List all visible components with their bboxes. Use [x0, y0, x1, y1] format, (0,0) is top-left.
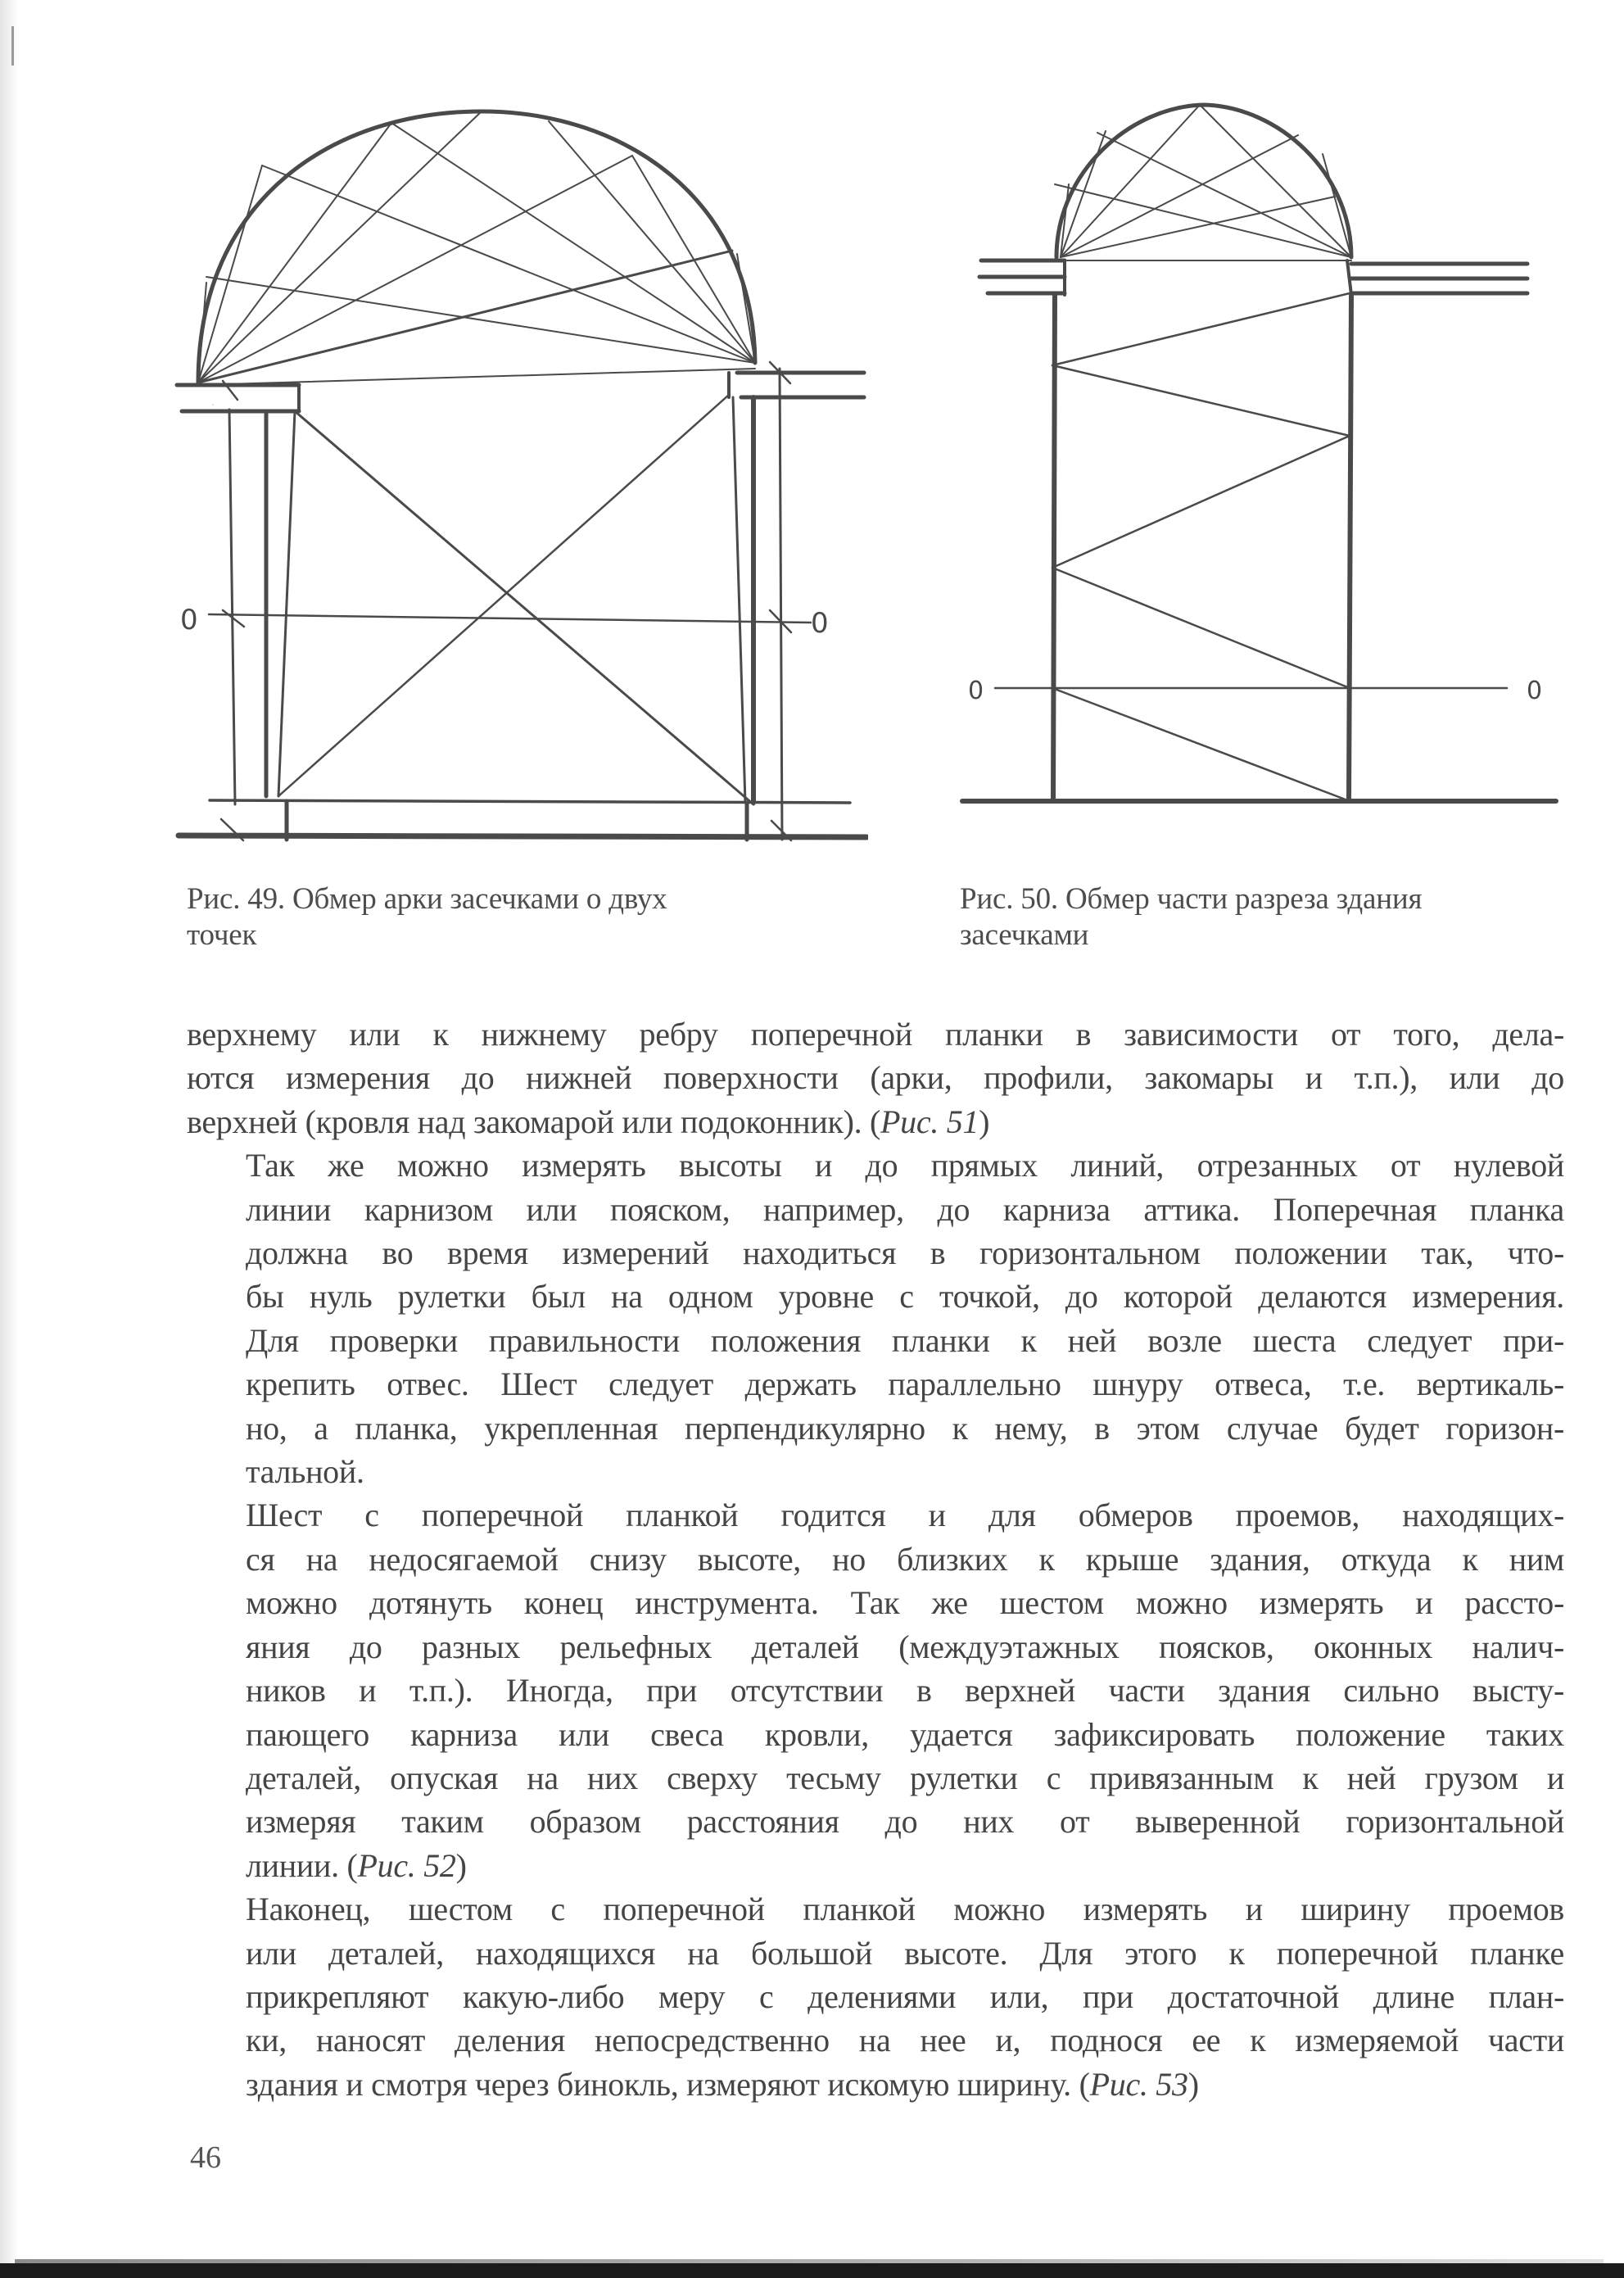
- paragraph-2: [187, 1144, 1564, 1493]
- text-line: ников и т.п.). Иногда, при отсутствии в верхней части здания сильно высту-: [246, 1672, 1564, 1710]
- arch-triangulation-diagram: [164, 98, 868, 852]
- text-line: прикрепляют какую-либо меру с делениями или, при достаточной длине план-: [246, 1977, 1564, 2015]
- text-fragment: верхней (кровля над закомарой или подоконник). (: [187, 1103, 881, 1140]
- text-line: Шест с поперечной планкой годится и для обмеров проемов, находящих-: [246, 1497, 1564, 1534]
- text-fragment: ): [979, 1103, 990, 1140]
- figure-reference-52[interactable]: Рис. 52: [357, 1846, 456, 1884]
- zero-label-right: 0: [811, 607, 829, 640]
- caption-line: точек: [187, 918, 257, 952]
- figure-49-caption: [187, 881, 866, 953]
- text-line: [187, 2063, 1564, 2106]
- text-line: тальной.: [246, 1453, 364, 1491]
- text-line: линии карнизом или пояском, например, до карниза аттика. Поперечная планка: [246, 1190, 1564, 1228]
- text-line: ки, наносят деления непосредственно на нее и, поднося ее к измеряемой части: [246, 2022, 1564, 2059]
- text-fragment: линии. (: [246, 1846, 358, 1884]
- zero-label-right: 0: [1527, 677, 1543, 705]
- text-line: [187, 1100, 1564, 1144]
- page-number: 46: [190, 2140, 221, 2175]
- text-fragment: здания и смотря через бинокль, измеряют искомую ширину. (: [246, 2065, 1090, 2103]
- text-line: ся на недосягаемой снизу высоте, но близких к крыше здания, откуда к ним: [246, 1540, 1564, 1578]
- figure-reference-53[interactable]: Рис. 53: [1089, 2065, 1188, 2103]
- text-line: бы нуль рулетки был на одном уровне с точкой, до которой делаются измерения.: [246, 1278, 1564, 1316]
- paragraph-1: [187, 1012, 1564, 1144]
- figure-50-caption: [960, 881, 1582, 953]
- caption-line: Рис. 50. Обмер части разреза здания: [960, 882, 1423, 916]
- caption-line: засечками: [960, 918, 1089, 952]
- scan-edge-mark: [11, 26, 14, 66]
- text-line: Так же можно измерять высоты и до прямых линий, отрезанных от нулевой: [246, 1147, 1564, 1184]
- paragraph-3: [187, 1493, 1564, 1887]
- text-line: яния до разных рельефных деталей (междуэтажных поясков, оконных налич-: [246, 1628, 1564, 1665]
- text-line: ются измерения до нижней поверхности (арки, профили, закомары и т.п.), или до: [187, 1059, 1564, 1097]
- text-fragment: ): [1187, 2065, 1199, 2103]
- scan-left-edge: [0, 0, 18, 2278]
- text-line: Для проверки правильности положения планки к ней возле шеста следует при-: [246, 1321, 1564, 1359]
- zero-label-left: 0: [968, 677, 984, 705]
- figure-50-section-drawing: [950, 90, 1572, 844]
- text-line: но, а планка, укрепленная перпендикулярно к нему, в этом случае будет горизон-: [246, 1409, 1564, 1447]
- text-line: крепить отвес. Шест следует держать параллельно шнуру отвеса, т.е. вертикаль-: [246, 1365, 1564, 1403]
- text-line: [187, 1844, 1564, 1887]
- paragraph-4: [187, 1887, 1564, 2106]
- figure-reference-51[interactable]: Рис. 51: [880, 1103, 979, 1140]
- zero-label-left: 0: [180, 604, 198, 636]
- text-line: пающего карниза или свеса кровли, удается зафиксировать положение таких: [246, 1715, 1564, 1753]
- section-triangulation-diagram: [950, 90, 1572, 844]
- text-line: можно дотянуть конец инструмента. Так же шестом можно измерять и рассто-: [246, 1584, 1564, 1622]
- text-line: деталей, опуская на них сверху тесьму рулетки с привязанным к ней грузом и: [246, 1759, 1564, 1796]
- caption-line: Рис. 49. Обмер арки засечками о двух: [187, 882, 667, 916]
- body-text: [187, 1012, 1564, 2106]
- text-line: измеряя таким образом расстояния до них от выверенной горизонтальной: [246, 1803, 1564, 1841]
- text-line: должна во время измерений находиться в горизонтальном положении так, что-: [246, 1234, 1564, 1272]
- text-line: верхнему или к нижнему ребру поперечной планки в зависимости от того, дела-: [187, 1016, 1564, 1053]
- text-fragment: ): [455, 1846, 467, 1884]
- text-line: или деталей, находящихся на большой высоте. Для этого к поперечной планке: [246, 1934, 1564, 1972]
- scan-bottom-edge: [0, 2263, 1624, 2278]
- text-line: Наконец, шестом с поперечной планкой можно измерять и ширину проемов: [246, 1891, 1564, 1928]
- figure-49-arch-drawing: [164, 98, 868, 852]
